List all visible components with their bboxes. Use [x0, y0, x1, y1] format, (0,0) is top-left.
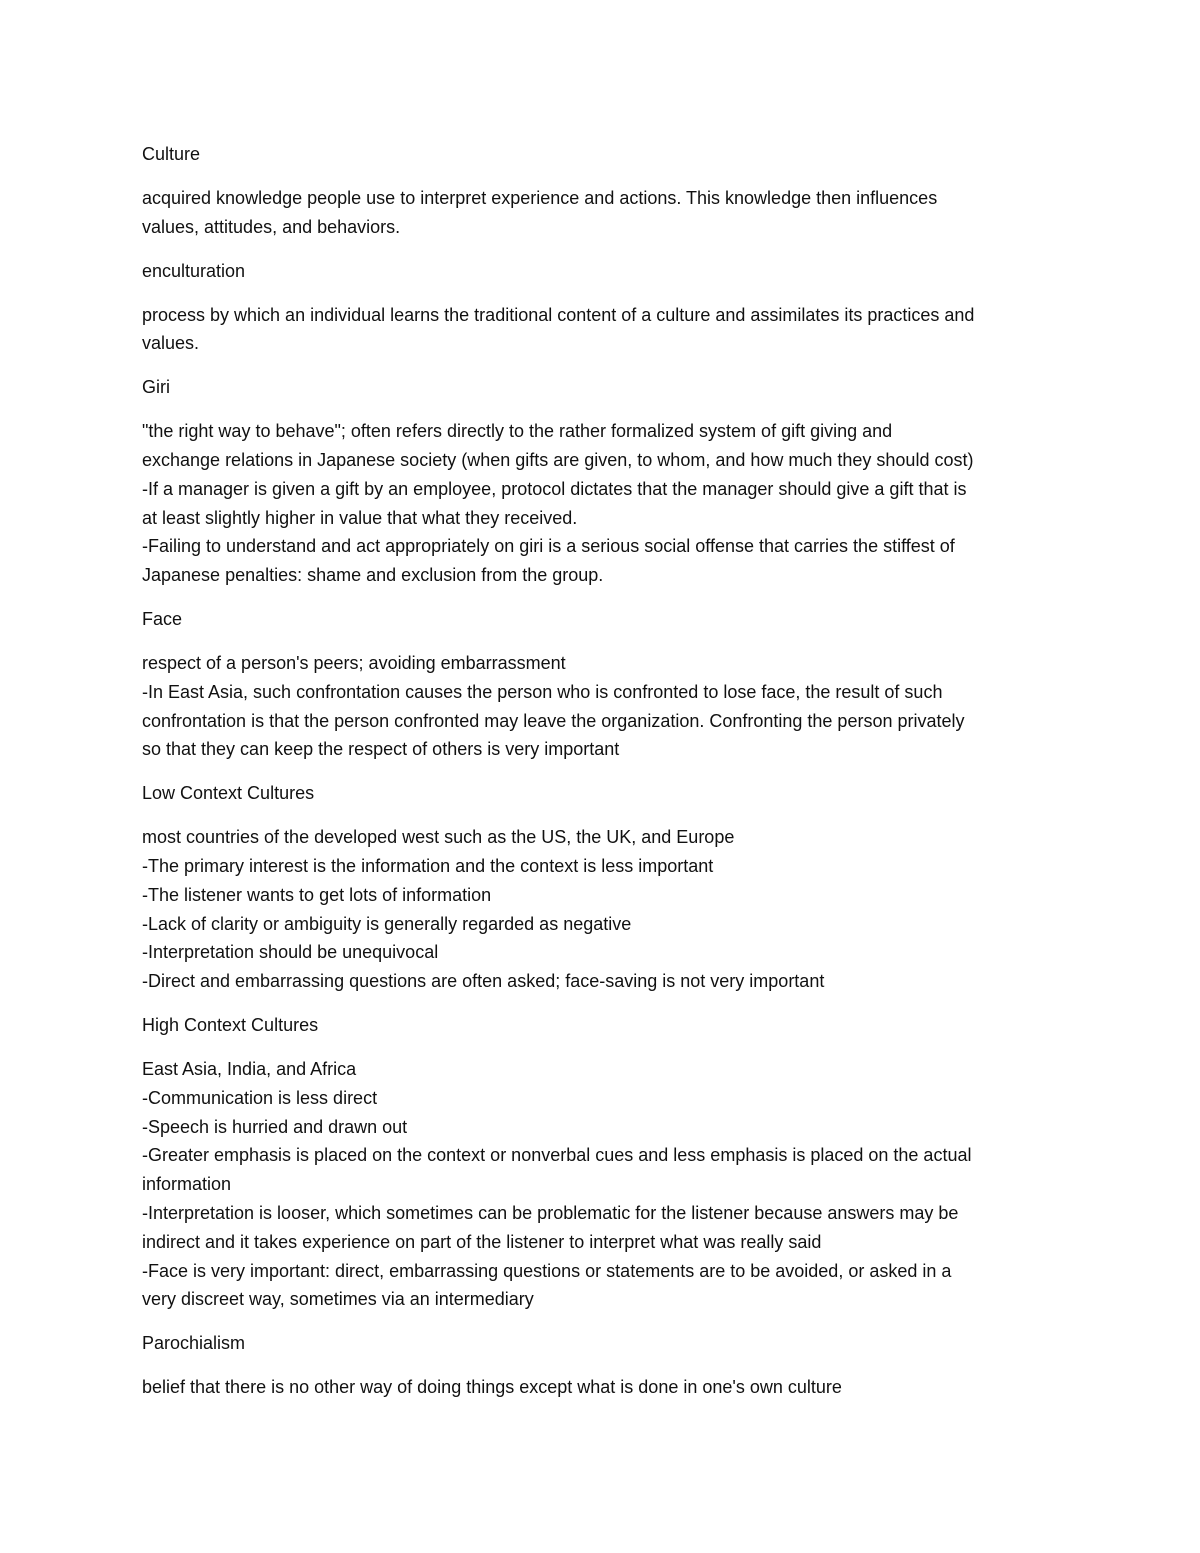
definition-line: respect of a person's peers; avoiding embarrassment: [142, 652, 566, 673]
definition-line: -Lack of clarity or ambiguity is generally regarded as negative: [142, 913, 632, 934]
definition-line: -Communication is less direct: [142, 1087, 378, 1108]
definition-line: -Failing to understand and act appropriately on giri is a serious social offense that carries the stiffest of: [142, 536, 955, 557]
definition-line: values.: [142, 333, 200, 354]
term-heading: Parochialism: [142, 1333, 246, 1354]
term-heading: Giri: [142, 377, 170, 398]
definition-line: values, attitudes, and behaviors.: [142, 216, 401, 237]
definition-line: -Interpretation should be unequivocal: [142, 942, 439, 963]
term-definition: [142, 184, 1082, 242]
definition-line: -Greater emphasis is placed on the context or nonverbal cues and less emphasis is placed on the actual: [142, 1145, 972, 1166]
term-heading: Culture: [142, 144, 201, 164]
document-body: [142, 140, 1082, 1417]
term-heading: enculturation: [142, 260, 246, 281]
term-definition: [142, 649, 1082, 764]
definition-line: -If a manager is given a gift by an employee, protocol dictates that the manager should give a gift that is: [142, 478, 967, 499]
definition-line: most countries of the developed west such as the US, the UK, and Europe: [142, 827, 735, 848]
definition-line: -Face is very important: direct, embarrassing questions or statements are to be avoided, or asked in a: [142, 1260, 952, 1281]
term-heading: Face: [142, 608, 183, 629]
definition-line: acquired knowledge people use to interpret experience and actions. This knowledge then influences: [142, 188, 938, 208]
definition-line: East Asia, India, and Africa: [142, 1058, 357, 1079]
term-definition: [142, 1373, 1082, 1402]
term-heading: High Context Cultures: [142, 1014, 319, 1035]
definition-line: at least slightly higher in value that what they received.: [142, 507, 578, 528]
definition-line: very discreet way, sometimes via an intermediary: [142, 1289, 534, 1310]
definition-line: "the right way to behave"; often refers directly to the rather formalized system of gift giving and: [142, 421, 893, 442]
definition-line: exchange relations in Japanese society (when gifts are given, to whom, and how much they should cost): [142, 449, 974, 470]
term-definition: [142, 1055, 1082, 1314]
term-definition: [142, 417, 1082, 590]
definition-line: -The listener wants to get lots of information: [142, 884, 492, 905]
definition-line: -The primary interest is the information and the context is less important: [142, 855, 714, 876]
definition-line: -Interpretation is looser, which sometimes can be problematic for the listener because answers may be: [142, 1202, 959, 1223]
definition-line: so that they can keep the respect of others is very important: [142, 739, 620, 760]
definition-line: information: [142, 1174, 232, 1195]
term-definition: [142, 823, 1082, 996]
term-heading: Low Context Cultures: [142, 783, 315, 804]
term-definition: [142, 301, 1082, 359]
definition-line: process by which an individual learns the traditional content of a culture and assimilates its practices and: [142, 304, 975, 325]
definition-line: -In East Asia, such confrontation causes the person who is confronted to lose face, the result of such: [142, 681, 943, 702]
definition-line: -Speech is hurried and drawn out: [142, 1116, 408, 1137]
definition-line: Japanese penalties: shame and exclusion from the group.: [142, 565, 604, 586]
definition-line: indirect and it takes experience on part of the listener to interpret what was really said: [142, 1231, 822, 1252]
definition-line: belief that there is no other way of doing things except what is done in one's own culture: [142, 1377, 842, 1398]
definition-line: confrontation is that the person confronted may leave the organization. Confronting the person privately: [142, 710, 965, 731]
definition-line: -Direct and embarrassing questions are often asked; face-saving is not very important: [142, 971, 825, 992]
